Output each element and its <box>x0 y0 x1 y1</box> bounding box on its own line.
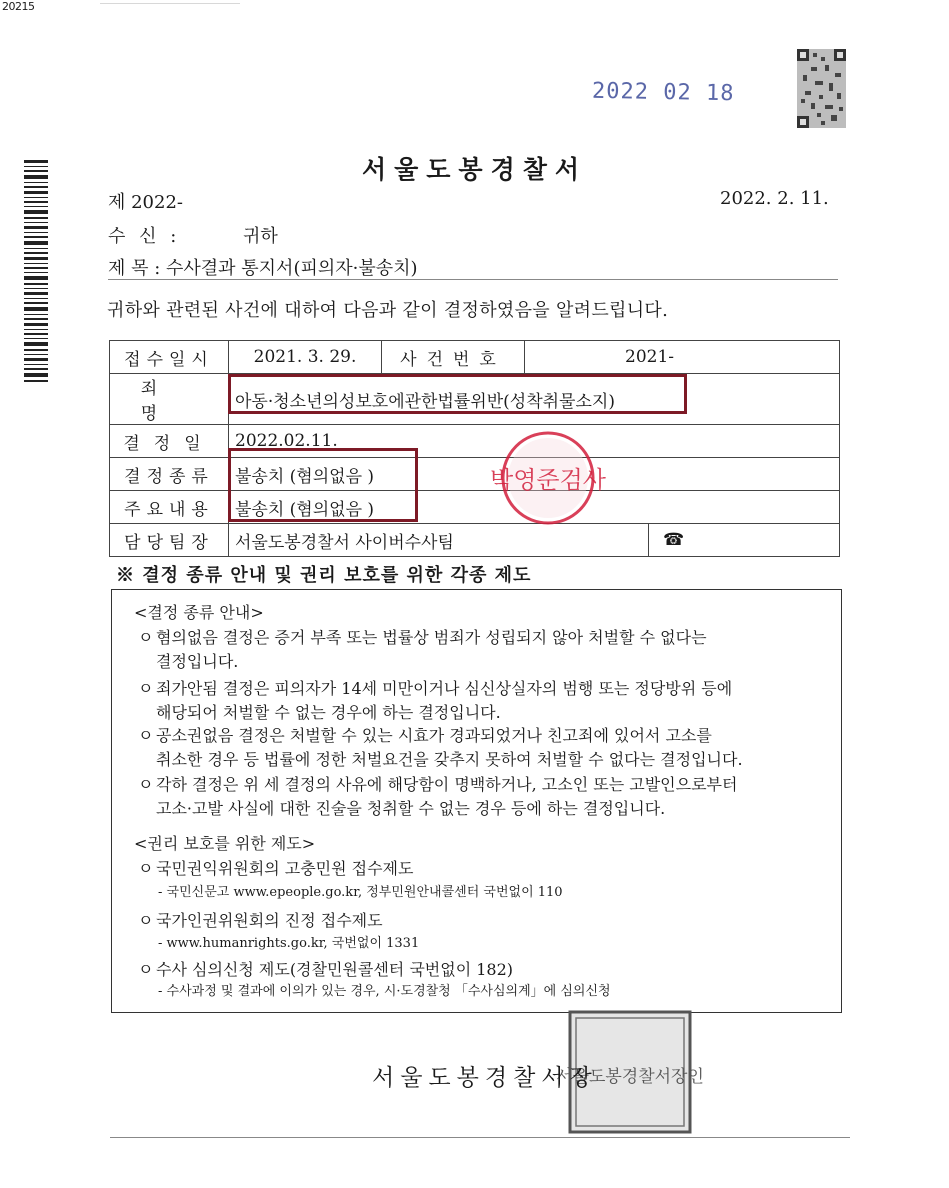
case-info-table <box>109 340 840 557</box>
recipient-label: 수 신 : <box>108 226 181 247</box>
decision-type-value: 불송치 (혐의없음 ) <box>229 458 840 491</box>
list-item: ㅇ 각하 결정은 위 세 결정의 사유에 해당함이 명백하거나, 고소인 또는 고발인으로부터 고소·고발 사실에 대한 진술을 청취할 수 없는 경우 등에 하는 결정입니다. <box>138 775 738 818</box>
rights-section-title: <권리 보호를 위한 제도> <box>134 834 316 853</box>
subject-line: 제 목 : 수사결과 통지서(피의자·불송치) <box>108 258 418 279</box>
list-item: ㅇ 국가인권위원회의 진정 접수제도 <box>138 911 383 930</box>
table-row <box>110 425 840 458</box>
top-divider <box>100 3 240 4</box>
list-item: ㅇ 죄가안됨 결정은 피의자가 14세 미만이거나 심신상실자의 범행 또는 정당방위 등에 해당되어 처벌할 수 없는 경우에 하는 결정입니다. <box>138 679 733 722</box>
notice-heading: ※ 결정 종류 안내 및 권리 보호를 위한 각종 제도 <box>116 565 532 586</box>
main-content-label: 주요내용 <box>110 491 229 524</box>
decision-section-title: <결정 종류 안내> <box>134 603 264 622</box>
header-divider <box>108 279 838 280</box>
decision-date-label: 결정일 <box>110 425 229 458</box>
officer-label: 담당팀장 <box>110 524 229 557</box>
officer-value: 서울도봉경찰서 사이버수사팀 <box>229 524 649 557</box>
document-date: 2022. 2. 11. <box>720 188 829 209</box>
chief-signature: 서울도봉경찰서장 <box>372 1065 598 1091</box>
office-title: 서울도봉경찰서 <box>361 155 588 184</box>
list-item-detail: - 수사과정 및 결과에 이의가 있는 경우, 시·도경찰청 「수사심의계」에 심의신청 <box>158 984 611 999</box>
received-date-label: 접수일시 <box>110 341 229 374</box>
list-item: ㅇ 혐의없음 결정은 증거 부족 또는 법률상 범죄가 성립되지 않아 처벌할 수 없다는 결정입니다. <box>138 628 707 671</box>
charge-label: 죄명 <box>110 374 229 425</box>
recipient-value: 귀하 <box>243 226 278 247</box>
received-date-value: 2021. 3. 29. <box>229 341 382 374</box>
document-number: 제 2022- <box>108 192 184 213</box>
intro-text: 귀하와 관련된 사건에 대하여 다음과 같이 결정하였음을 알려드립니다. <box>107 300 669 321</box>
main-content-value: 불송치 (혐의없음 ) <box>229 491 840 524</box>
decision-highlight <box>228 448 418 522</box>
case-number-label: 사건번호 <box>382 341 525 374</box>
phone-icon: ☎ <box>649 524 840 557</box>
table-row <box>110 341 840 374</box>
barcode-icon <box>24 160 48 385</box>
red-seal-text: 박영준검사 <box>490 466 606 494</box>
list-item-detail: - www.humanrights.go.kr, 국번없이 1331 <box>158 936 420 951</box>
decision-type-label: 결정종류 <box>110 458 229 491</box>
official-seal-text: 서울도봉경찰서장인 <box>556 1067 704 1087</box>
charge-highlight <box>228 374 687 414</box>
list-item: ㅇ 수사 심의신청 제도(경찰민원콜센터 국번없이 182) <box>138 960 514 979</box>
table-row <box>110 491 840 524</box>
table-row <box>110 524 840 557</box>
red-seal-icon <box>490 430 606 526</box>
list-item: ㅇ 국민권익위원회의 고충민원 접수제도 <box>138 859 414 878</box>
table-row <box>110 458 840 491</box>
qr-code-icon <box>797 49 846 128</box>
list-item-detail: - 국민신문고 www.epeople.go.kr, 정부민원안내콜센터 국번없이 110 <box>158 885 563 900</box>
bottom-divider <box>110 1137 850 1138</box>
list-item: ㅇ 공소권없음 결정은 처벌할 수 있는 시효가 경과되었거나 친고죄에 있어서 고소를 취소한 경우 등 법률에 정한 처벌요건을 갖추지 못하여 처벌할 수 없다는 결정입니다. <box>138 726 743 769</box>
charge-value: 아동·청소년의성보호에관한법률위반(성착취물소지) <box>229 374 840 425</box>
received-date-stamp: 2022 02 18 <box>591 78 735 107</box>
decision-date-value: 2022.02.11. <box>229 425 840 458</box>
case-number-value: 2021- <box>525 341 840 374</box>
document-id: 20215 <box>2 0 35 13</box>
